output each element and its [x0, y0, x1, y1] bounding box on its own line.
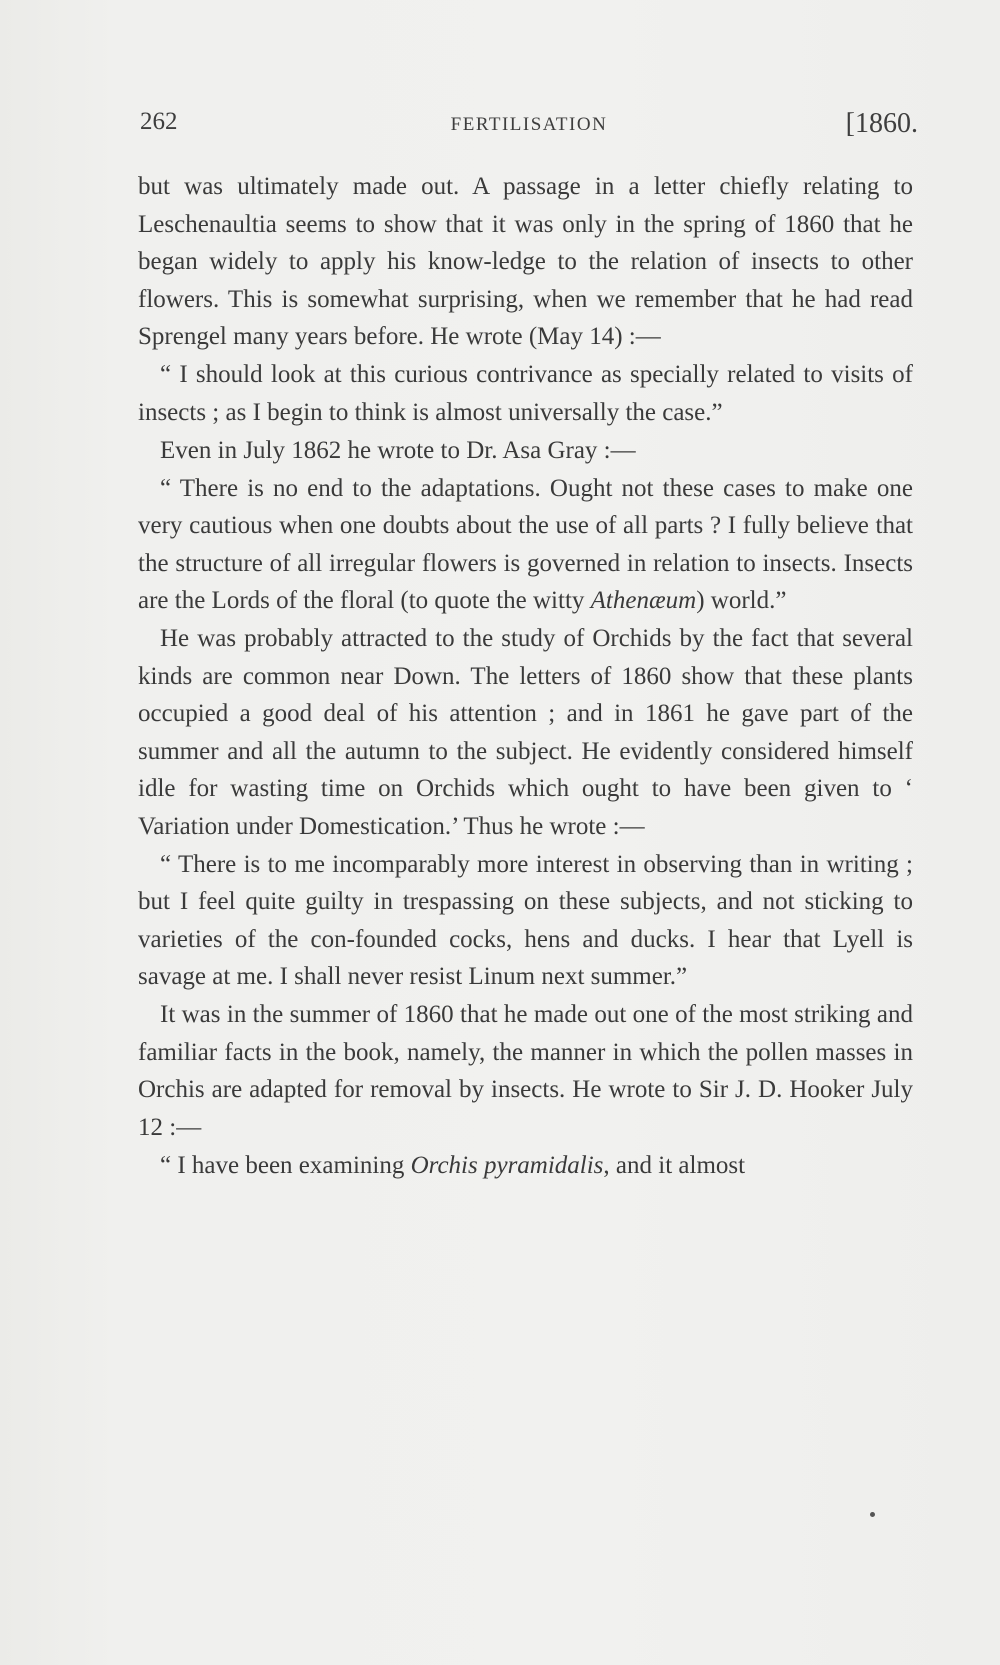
paragraph-text: It was in the summer of 1860 that he made out one of the most striking and familiar facts in the book, namely, the manner in which the pollen masses in Orchis are adapted for removal by insects. He wrote to Sir J. D. Hooker July 12 :—	[138, 1001, 913, 1141]
paragraph-p6	[138, 846, 913, 996]
paragraph-text: but was ultimately made out. A passage in a letter chiefly relating to Leschenaultia seems to show that it was only in the spring of 1860 that he began widely to apply his know-ledge to the relation of insects to other flowers. This is somewhat surprising, when we remember that he had read Sprengel many years before. He wrote (May 14) :—	[138, 173, 913, 350]
paragraph-text: “ I should look at this curious contrivance as specially related to visits of insects ; as I begin to think is almost universally the case.”	[138, 361, 913, 426]
paragraph-text: Even in July 1862 he wrote to Dr. Asa Gray :—	[160, 436, 636, 464]
paragraph-p2	[138, 356, 913, 431]
running-header	[140, 108, 918, 148]
paragraph-text: He was probably attracted to the study of Orchids by the fact that several kinds are common near Down. The letters of 1860 show that these plants occupied a good deal of his attention ; and in 1861 he gave part of the summer and all the autumn to the subject. He evidently considered himself idle for wasting time on Orchids which ought to have been given to ‘ Variation under Domestication.’ Thus he wrote :—	[138, 625, 913, 840]
page-number: 262	[140, 108, 178, 135]
paragraph-p1	[138, 168, 913, 356]
paragraph-text: “ There is no end to the adaptations. Ought not these cases to make one very cautious when one doubts about the use of all parts ? I fully believe that the structure of all irregular flowers is governed in relation to insects. Insects are the Lords of the floral (to quote the witty	[138, 474, 913, 614]
paragraph-p5	[138, 620, 913, 845]
ink-speck	[870, 1512, 875, 1517]
paragraph-p4	[138, 470, 913, 620]
paragraph-text: “ There is to me incomparably more interest in observing than in writing ; but I feel quite guilty in trespassing on these subjects, and not sticking to varieties of the con-founded cocks, hens and ducks. I hear that Lyell is savage at me. I shall never resist Linum next summer.”	[138, 850, 913, 990]
header-year: [1860.	[845, 108, 918, 139]
paragraph-text: “ I have been examining	[160, 1151, 411, 1179]
paragraph-p8	[138, 1147, 913, 1185]
body-text	[138, 168, 913, 1185]
paragraph-p7	[138, 996, 913, 1146]
paragraph-p3	[138, 432, 913, 470]
italic-title: Athenæum	[590, 587, 697, 614]
italic-title: Orchis pyramidalis	[410, 1151, 604, 1179]
running-title: FERTILISATION	[450, 114, 608, 135]
paragraph-text: ) world.”	[696, 587, 787, 614]
paragraph-text: , and it almost	[603, 1151, 746, 1179]
